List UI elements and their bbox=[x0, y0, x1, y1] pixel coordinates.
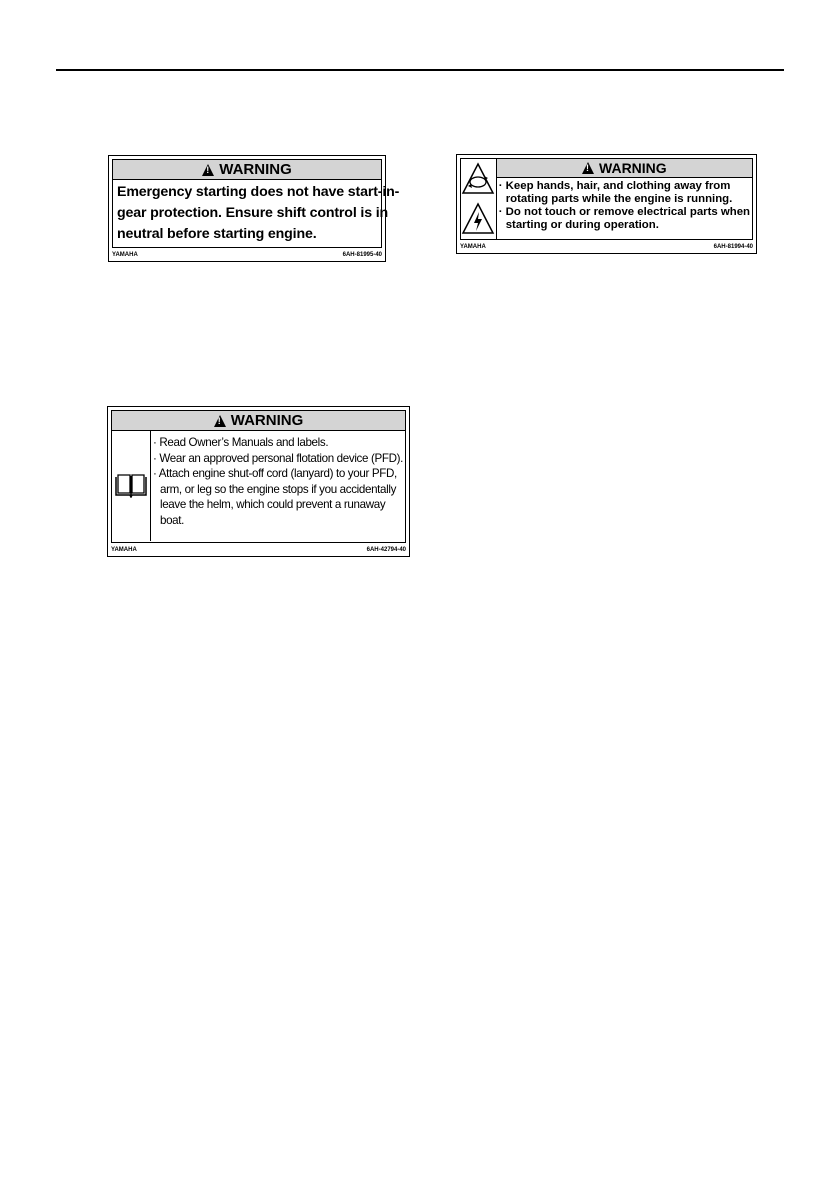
label-icon-column bbox=[461, 159, 497, 239]
label-text bbox=[113, 180, 400, 245]
manual-book-icon bbox=[114, 474, 148, 498]
warning-triangle-icon bbox=[214, 415, 226, 427]
brand-name: YAMAHA bbox=[111, 546, 137, 553]
header-rule bbox=[56, 69, 784, 71]
label-line: rotating parts while the engine is running. bbox=[505, 193, 733, 205]
label-line: · Read Owner’s Manuals and labels. bbox=[152, 436, 329, 449]
label-line: · Do not touch or remove electrical parts when bbox=[498, 206, 750, 218]
label-line: · Attach engine shut-off cord (lanyard) to your PFD, bbox=[152, 467, 397, 480]
label-footer bbox=[460, 241, 753, 252]
warning-triangle-icon bbox=[202, 164, 214, 176]
label-text bbox=[151, 431, 405, 541]
label-heading: ! WARNING bbox=[112, 411, 405, 431]
electric-shock-icon bbox=[461, 202, 495, 236]
warning-triangle-icon bbox=[582, 162, 594, 174]
brand-name: YAMAHA bbox=[112, 251, 138, 258]
label-line: gear protection. Ensure shift control is in bbox=[117, 205, 389, 221]
label-line: · Keep hands, hair, and clothing away from bbox=[498, 180, 731, 192]
label-line: Emergency starting does not have start-in- bbox=[117, 184, 400, 200]
part-number: 6AH-42794-40 bbox=[366, 546, 406, 553]
warning-label-rotating-electrical bbox=[456, 154, 757, 254]
label-line: neutral before starting engine. bbox=[117, 226, 317, 242]
warning-label-owners-manual bbox=[107, 406, 410, 557]
label-line: leave the helm, which could prevent a runaway bbox=[159, 498, 386, 511]
part-number: 6AH-81994-40 bbox=[713, 243, 753, 250]
label-footer bbox=[112, 249, 382, 260]
part-number: 6AH-81995-40 bbox=[342, 251, 382, 258]
label-line: starting or during operation. bbox=[505, 219, 659, 231]
label-text bbox=[497, 178, 752, 232]
label-line: arm, or leg so the engine stops if you accidentally bbox=[159, 482, 397, 496]
label-footer bbox=[111, 544, 406, 555]
rotating-parts-icon bbox=[461, 162, 495, 196]
label-heading: ! WARNING bbox=[113, 160, 381, 180]
label-line: boat. bbox=[159, 513, 185, 527]
label-line: · Wear an approved personal flotation device (PFD). bbox=[152, 451, 403, 465]
label-heading: ! WARNING bbox=[497, 159, 752, 178]
brand-name: YAMAHA bbox=[460, 243, 486, 250]
label-icon-column bbox=[112, 431, 151, 541]
warning-label-emergency-starting bbox=[108, 155, 400, 262]
